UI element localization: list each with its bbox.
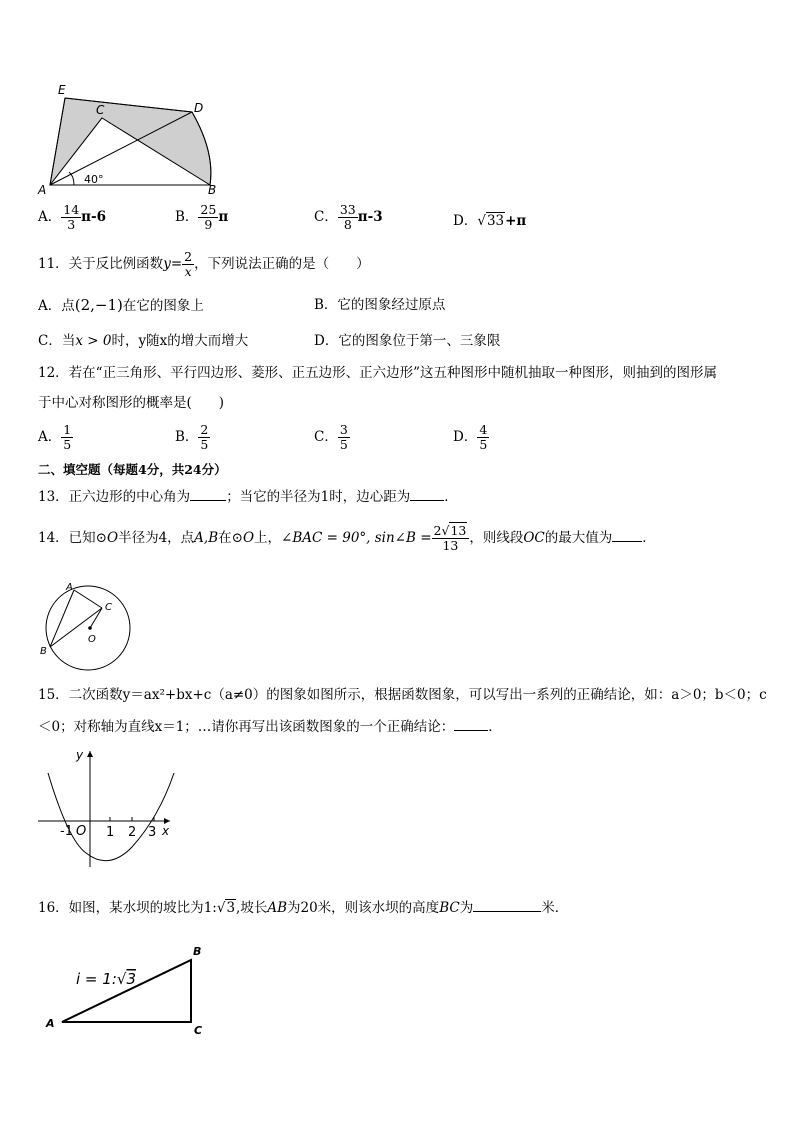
fraction: $\frac{2}{5}$ [200,422,209,452]
option-tail: π [218,209,229,225]
q12-option-b: B． $\frac{2}{5}$ [175,422,209,452]
option-letter: A． [38,209,62,225]
q12-option-c: C． $\frac{3}{5}$ [314,422,348,452]
label-b: B [40,646,47,657]
label-c: C [96,103,105,117]
label-x: x [162,824,170,838]
q12-option-d: D． $\frac{4}{5}$ [453,422,488,452]
slope-label: i = 1:√3 [76,970,136,988]
option-tail: π-3 [357,209,383,225]
label-b: B [208,183,217,197]
equals: = [170,256,183,272]
option-tail: π-6 [81,209,107,225]
figure-q15 [34,745,184,875]
fraction: $\frac{14}{3}$ [63,202,80,232]
q12-option-a: A． $\frac{1}{5}$ [38,422,72,452]
q10-option-b [175,203,228,232]
label-2: 2 [128,825,137,840]
option-letter: D． [453,213,478,229]
q10-option-a [38,203,106,232]
q14: 14．已知⊙O半径为4，点A,B在⊙O上，∠BAC = 90°, sin∠B = $\frac{2√13}{13}$ ，则线段OC的最大值为 ． [38,523,656,553]
figure-q10 [30,80,230,198]
fraction: $\frac{2}{x}$ [184,249,193,279]
q11-option-b: B．它的图象经过原点 [314,297,446,313]
radicand: 33 [486,213,505,229]
figure-q16 [40,940,220,1040]
section-title: 二、填空题（每题4分，共24分） [38,462,227,477]
answer-blank[interactable] [473,911,541,912]
label-o: O [88,634,96,645]
q13: 13．正六边形的中心角为 ；当它的半径为1时，边心距为 ． [38,489,458,505]
answer-blank[interactable] [190,500,226,501]
y-axis-arrow [87,751,93,757]
label-3: 3 [148,825,157,840]
fraction: $\frac{2√13}{13}$ [432,524,470,553]
label-d: D [194,101,204,115]
option-letter: C． [314,209,338,225]
point: (2,−1) [74,296,123,314]
label-minus1: -1 [60,824,73,839]
center-point [88,626,92,630]
fraction: $\frac{4}{5}$ [479,422,488,452]
label-a: A [38,183,47,197]
q12-stem-line1: 12．若在“正三角形、平行四边形、菱形、正五边形、正六边形”这五种图形中随机抽取一种图形，则抽到的图形属 [38,365,717,381]
answer-blank[interactable] [612,541,642,542]
option-tail: +π [505,213,527,229]
q11-option-d: D．它的图象位于第一、三象限 [314,333,501,349]
parabola [48,773,174,861]
answer-blank[interactable] [410,500,444,501]
angle-label: 40° [84,173,104,186]
q11-option-c: C．当x > 0时，y随x的增大而增大 [38,333,249,349]
label-e: E [58,83,66,97]
segment-ac [74,590,102,608]
q12-stem-line2: 于中心对称图形的概率是( ) [38,395,225,411]
label-a: A [46,1017,55,1030]
fraction: $\frac{33}{8}$ [339,202,356,232]
q10-option-c [314,203,383,232]
label-c: C [194,1024,203,1037]
stem-text-end: ，下列说法正确的是（ ） [194,256,370,272]
answer-blank[interactable] [454,730,488,731]
label-a: A [66,582,73,593]
option-letter: B． [175,209,199,225]
label-y: y [76,748,84,762]
q10-option-d: D．√33+π [453,213,527,229]
q16: 16．如图，某水坝的坡比为1:√3,坡长AB为20米，则该水坝的高度BC为 米． [38,900,569,916]
fraction: $\frac{3}{5}$ [339,422,348,452]
label-1: 1 [106,825,115,840]
condition: x > 0 [75,333,112,349]
var-y: y [163,256,171,272]
figure-q14 [36,580,136,680]
q15-line2: ＜0；对称轴为直线x＝1；…请你再写出该函数图象的一个正确结论： ． [38,719,502,735]
fraction: $\frac{1}{5}$ [63,422,72,452]
label-c: C [105,602,112,613]
angle-expr: ∠BAC = 90°, sin∠B = [281,530,432,546]
q11-stem [38,250,370,279]
radicand: 3 [226,900,236,916]
q15-line1: 15．二次函数y＝ax²+bx+c（a≠0）的图象如图所示，根据函数图象，可以写出一系列的正确结论，如：a＞0；b＜0；c [38,687,767,703]
label-origin: O [76,824,87,839]
stem-text: 11．关于反比例函数 [38,256,164,272]
segment-oc [90,608,102,628]
fraction: $\frac{25}{9}$ [200,202,217,232]
label-b: B [193,945,202,958]
q11-option-a: A．点(2,−1)在它的图象上 [38,296,204,314]
